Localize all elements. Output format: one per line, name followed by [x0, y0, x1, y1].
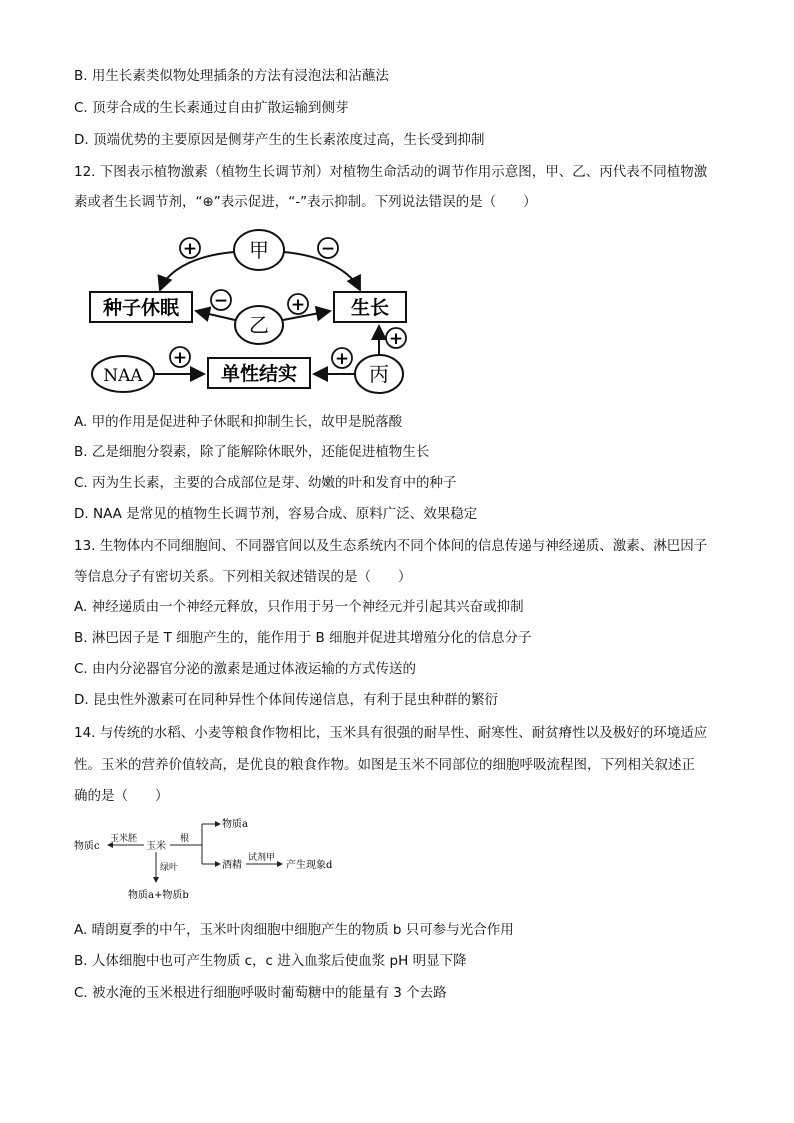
q12-option-a: A. 甲的作用是促进种子休眠和抑制生长，故甲是脱落酸	[74, 414, 403, 430]
minus-sign-icon	[211, 290, 231, 311]
svg-text:−: −	[320, 239, 336, 259]
substance-c-label: 物质c	[74, 841, 100, 852]
q13-stem-line1: 13. 生物体内不同细胞间、不同器官间以及生态系统内不同个体间的信息传递与神经递质、激素、淋巴因子	[74, 538, 708, 554]
svg-text:丙: 丙	[369, 362, 389, 386]
plus-sign-icon	[332, 348, 352, 369]
svg-text:+: +	[388, 329, 404, 349]
svg-text:单性结实: 单性结实	[220, 363, 298, 385]
q13-stem-line2: 等信息分子有密切关系。下列相关叙述错误的是（ ）	[74, 569, 412, 585]
bing-node	[355, 355, 403, 393]
q14-stem-line2: 性。玉米的营养价值较高，是优良的粮食作物。如图是玉米不同部位的细胞呼吸流程图，下列相关叙述正	[74, 757, 695, 773]
parthenocarpy-box	[208, 358, 310, 388]
svg-text:NAA: NAA	[103, 366, 143, 386]
q12-stem-line2: 素或者生长调节剂，“⊕”表示促进，“-”表示抑制。下列说法错误的是（ ）	[74, 194, 537, 210]
minus-sign-icon	[318, 238, 338, 259]
q14-option-c: C. 被水淹的玉米根进行细胞呼吸时葡萄糖中的能量有 3 个去路	[74, 985, 447, 1001]
q11-option-d: D. 顶端优势的主要原因是侧芽产生的生长素浓度过高，生长受到抑制	[74, 132, 485, 148]
q14-stem-line1: 14. 与传统的水稻、小麦等粮食作物相比，玉米具有很强的耐旱性、耐寒性、耐贫瘠性以及极好的环境适应	[74, 725, 708, 741]
q14-stem-line3: 确的是（ ）	[74, 788, 169, 804]
q14-respiration-flowchart	[72, 812, 372, 904]
plus-sign-icon	[170, 347, 190, 368]
plus-sign-icon	[386, 328, 406, 349]
reagent-label: 试剂甲	[248, 853, 276, 863]
growth-box	[334, 292, 406, 322]
svg-text:种子休眠: 种子休眠	[102, 297, 180, 319]
yi-node	[235, 306, 283, 344]
corn-label: 玉米	[146, 841, 166, 852]
svg-text:+: +	[182, 239, 198, 259]
alcohol-label: 酒精	[222, 860, 242, 871]
q12-hormone-diagram	[88, 226, 428, 396]
naa-node	[92, 356, 154, 392]
leaf-label: 绿叶	[160, 863, 179, 873]
q11-option-c: C. 顶芽合成的生长素通过自由扩散运输到侧芽	[74, 100, 349, 116]
substance-a-label: 物质a	[222, 819, 248, 830]
svg-text:甲: 甲	[249, 238, 269, 262]
substance-ab-label: 物质a+物质b	[128, 890, 189, 901]
seed-dormancy-box	[90, 292, 192, 322]
q12-stem-line1: 12. 下图表示植物激素（植物生长调节剂）对植物生命活动的调节作用示意图，甲、乙、丙代表不同植物激	[74, 164, 708, 180]
svg-text:乙: 乙	[249, 313, 269, 337]
root-label: 根	[180, 834, 190, 844]
svg-text:生长: 生长	[350, 297, 390, 319]
svg-text:+: +	[290, 295, 306, 315]
plus-sign-icon	[180, 238, 200, 259]
q14-option-a: A. 晴朗夏季的中午，玉米叶肉细胞中细胞产生的物质 b 只可参与光合作用	[74, 922, 514, 938]
q14-option-b: B. 人体细胞中也可产生物质 c，c 进入血浆后使血浆 pH 明显下降	[74, 953, 467, 969]
svg-text:+: +	[172, 348, 188, 368]
plus-sign-icon	[288, 294, 308, 315]
svg-text:−: −	[213, 291, 229, 311]
phenomenon-label: 产生现象d	[286, 860, 333, 871]
q13-option-b: B. 淋巴因子是 T 细胞产生的，能作用于 B 细胞并促进其增殖分化的信息分子	[74, 630, 532, 646]
q13-option-d: D. 昆虫性外激素可在同种异性个体间传递信息，有利于昆虫种群的繁衍	[74, 692, 498, 708]
q13-option-c: C. 由内分泌器官分泌的激素是通过体液运输的方式传送的	[74, 661, 417, 677]
q12-option-c: C. 丙为生长素，主要的合成部位是芽、幼嫩的叶和发育中的种子	[74, 475, 457, 491]
q12-option-d: D. NAA 是常见的植物生长调节剂，容易合成、原料广泛、效果稳定	[74, 506, 478, 522]
embryo-label: 玉米胚	[110, 834, 138, 844]
jia-node	[234, 230, 284, 270]
q11-option-b: B. 用生长素类似物处理插条的方法有浸泡法和沾蘸法	[74, 68, 389, 84]
q12-option-b: B. 乙是细胞分裂素，除了能解除休眠外，还能促进植物生长	[74, 444, 430, 460]
svg-text:+: +	[334, 349, 350, 369]
q13-option-a: A. 神经递质由一个神经元释放，只作用于另一个神经元并引起其兴奋或抑制	[74, 599, 524, 615]
